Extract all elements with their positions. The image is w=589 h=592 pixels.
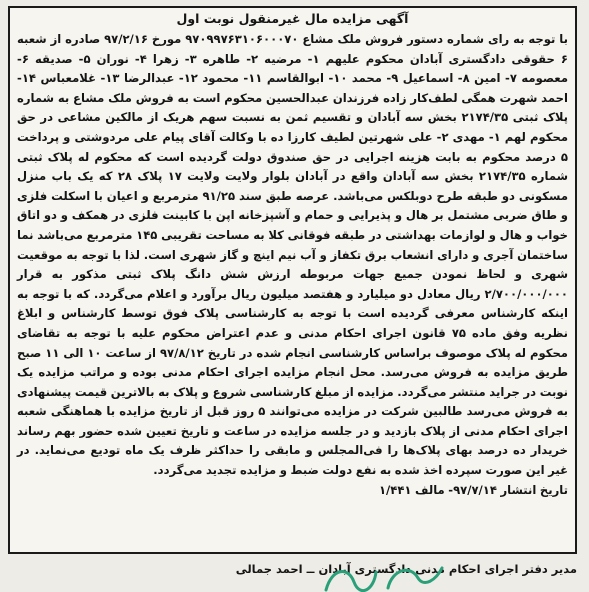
signature-line: مدیر دفتر اجرای احکام مدنی دادگستری آبادان ــ احمد جمالی <box>235 562 577 576</box>
notice-body <box>17 30 568 500</box>
notice-text: با توجه به رای شماره دستور فروش ملک مشاع ۹۷۰۹۹۷۶۳۱۰۶۰۰۰۷۰ مورخ ۹۷/۲/۱۶ صادره از شعبه ۶ حقوقی دادگستری آبادان محکوم علیهم ۱- مرضیه ۲- طاهره ۳- زهرا ۴- نوران ۵- صدیقه ۶- معصومه ۷- امین ۸- اسماعیل ۹- محمد ۱۰- ابوالقاسم ۱۱- محمود ۱۲- عبدالرضا ۱۳- غلامعباس ۱۴- احمد شهرت همگی لطف‌کار زاده فرزندان عبدالحسین محکوم است به فروش ملک مشاع به شماره پلاک ثبتی ۲۱۷۴/۳۵ بخش سه آبادان و تقسیم ثمن به نسبت سهم هریک از مالکین مشاعی در حق محکوم لهم ۱- مهدی ۲- علی شهرتین لطیف کارزا ده با وکالت آقای پیام علی مردوشتی و پرداخت ۵ درصد محکوم به بابت هزینه اجرایی در حق صندوق دولت گردیده است که محکوم له پلاک ثبتی شماره ۲۱۷۴/۳۵ بخش سه آبادان واقع در آبادان بلوار ولایت ولایت ۱۷ پلاک ۲۸ که یک باب منزل مسکونی دو طبقه طرح دوبلکس می‌باشد. عرصه طبق سند ۹۱/۲۵ مترمربع و اعیان با اسکلت فلزی و طاق ضربی مشتمل بر هال و پذیرایی و حمام و آشپزخانه اپن با کابینت فلزی در همکف و دو اتاق خواب و هال و لوازمات بهداشتی در طبقه فوقانی کلا به مساحت تقریبی ۱۴۵ مترمربع می‌باشد نما ساختمان آجری و دارای انشعاب برق تکفاز و آب نیم اینچ و گاز شهری است. لذا با توجه به موقعیت شهری و لحاظ نمودن جمیع جهات مربوطه ارزش شش دانگ پلاک ثبتی مذکور به قرار ۲/۷۰۰/۰۰۰/۰۰۰ ریال معادل دو میلیارد و هفتصد میلیون ریال برآورد و اعلام می‌گردد. که با توجه به اینکه کارشناس معرفی گردیده است با توجه به کارشناسی پلاک فوق توسط کارشناس و ابلاغ نظریه وفق ماده ۷۵ قانون اجرای احکام مدنی و عدم اعتراض محکوم علیه با توجه به تقاضای محکوم له پلاک موصوف براساس کارشناسی انجام شده در تاریخ ۹۷/۸/۱۲ از ساعت ۱۰ الی ۱۱ صبح طریق مزایده به فروش می‌رسد. محل انجام مزایده اجرای احکام مدنی بوده و مراتب مزایده یک نوبت در جراید منتشر می‌گردد. مزایده از مبلغ کارشناسی شروع و پلاک به بالاترین قیمت پیشنهادی به فروش می‌رسد طالبین شرکت در مزایده می‌توانند ۵ روز قبل از تاریخ مزایده با هماهنگی شعبه اجرای احکام مدنی از پلاک بازدید و در جلسه مزایده در ساعت و تاریخ تعیین شده حضور بهم رساند خریدار ده درصد بهای پلاک‌ها را فی‌المجلس و مابقی را حداکثر ظرف یک ماه تودیع می‌نماید. در غیر این صورت سپرده اخذ شده به نفع دولت ضبط و مزایده تجدید می‌گردد. <box>17 32 569 478</box>
publish-date: تاریخ انتشار ۹۷/۷/۱۴- مالف ۱/۴۴۱ <box>378 482 568 497</box>
notice-box <box>8 6 577 554</box>
green-stamp-mark <box>318 560 448 592</box>
notice-title: آگهی مزایده مال غیرمنقول نوبت اول <box>176 11 409 26</box>
